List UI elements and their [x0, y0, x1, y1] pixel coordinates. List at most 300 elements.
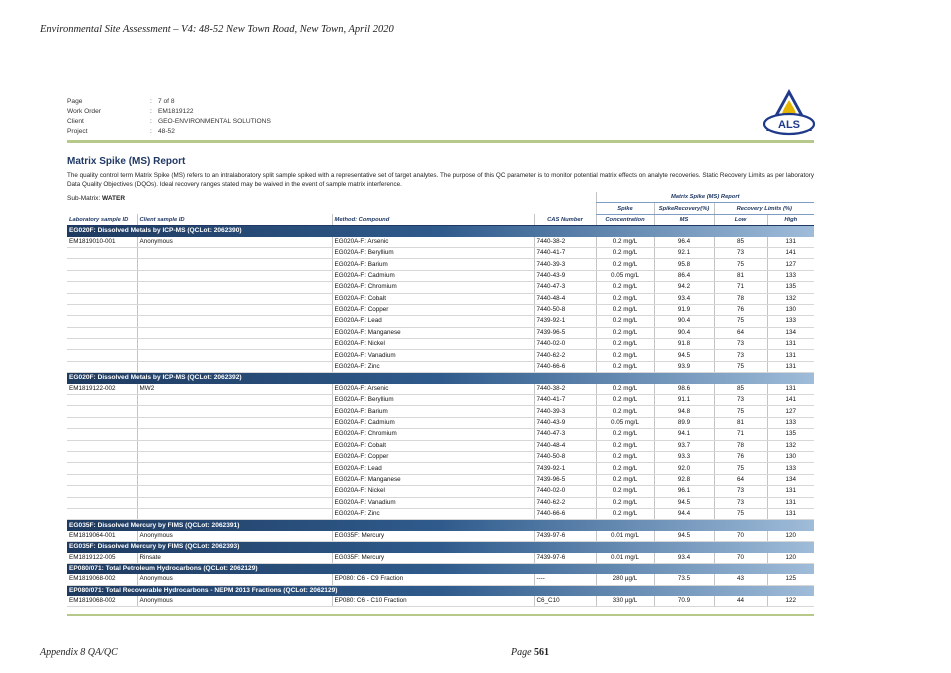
ms-recovery: 70.9	[654, 596, 714, 607]
spike-concentration: 0.2 mg/L	[596, 497, 654, 508]
table-row	[67, 237, 814, 248]
spike-concentration: 0.2 mg/L	[596, 304, 654, 315]
meta-label: Page	[67, 98, 83, 105]
recovery-header: SpikeRecovery(%)	[654, 203, 714, 214]
client-sample-id: Anonymous	[137, 596, 332, 607]
spike-concentration: 0.2 mg/L	[596, 247, 654, 258]
limit-low: 64	[714, 327, 767, 338]
client-sample-id	[137, 429, 332, 440]
col-header-low: Low	[714, 214, 767, 225]
method-compound: EG035F: Mercury	[332, 553, 534, 564]
lab-sample-id	[67, 486, 137, 497]
lab-sample-id: EM1819064-001	[67, 531, 137, 542]
footer-page-prefix: Page	[511, 647, 532, 658]
lab-sample-id	[67, 429, 137, 440]
lab-sample-id	[67, 339, 137, 350]
lab-sample-id: EM1819122-002	[67, 384, 137, 395]
spike-concentration: 0.2 mg/L	[596, 316, 654, 327]
client-sample-id: Rinsate	[137, 553, 332, 564]
group-title: EP080/071: Total Petroleum Hydrocarbons (QCLot: 2062129)	[67, 563, 814, 574]
method-compound: EG020A-F: Manganese	[332, 474, 534, 485]
client-sample-id	[137, 293, 332, 304]
client-sample-id	[137, 395, 332, 406]
limit-low: 43	[714, 574, 767, 585]
matrix-spike-table	[67, 192, 814, 607]
group-header-row	[67, 542, 814, 553]
limit-high: 135	[767, 282, 814, 293]
method-compound: EP080: C6 - C9 Fraction	[332, 574, 534, 585]
limit-low: 44	[714, 596, 767, 607]
col-header-lab-id: Laboratory sample ID	[67, 214, 137, 225]
ms-recovery: 94.4	[654, 508, 714, 519]
table-row	[67, 451, 814, 462]
client-sample-id	[137, 350, 332, 361]
group-header-row	[67, 520, 814, 531]
table-row	[67, 282, 814, 293]
table-sub-header-row	[67, 203, 814, 214]
limit-high: 133	[767, 463, 814, 474]
meta-separator: :	[150, 108, 152, 115]
col-header-concentration: Concentration	[596, 214, 654, 225]
cas-number: 7440-02-0	[534, 486, 596, 497]
spike-concentration: 0.2 mg/L	[596, 486, 654, 497]
limit-high: 131	[767, 237, 814, 248]
lab-sample-id	[67, 304, 137, 315]
ms-recovery: 91.8	[654, 339, 714, 350]
method-compound: EG020A-F: Barium	[332, 406, 534, 417]
report-title: Matrix Spike (MS) Report	[67, 156, 186, 167]
ms-recovery: 86.4	[654, 270, 714, 281]
limit-high: 131	[767, 508, 814, 519]
col-header-cas: CAS Number	[534, 214, 596, 225]
limit-low: 70	[714, 531, 767, 542]
cas-number: ----	[534, 574, 596, 585]
table-row	[67, 486, 814, 497]
ms-recovery: 93.9	[654, 361, 714, 372]
group-title: EG020F: Dissolved Metals by ICP-MS (QCLot: 2062392)	[67, 373, 814, 384]
limit-low: 75	[714, 406, 767, 417]
ms-recovery: 96.4	[654, 237, 714, 248]
meta-separator: :	[150, 98, 152, 105]
lab-sample-id	[67, 463, 137, 474]
cas-number: 7440-39-3	[534, 406, 596, 417]
limit-high: 132	[767, 440, 814, 451]
spike-concentration: 0.2 mg/L	[596, 237, 654, 248]
limit-low: 85	[714, 384, 767, 395]
spike-concentration: 0.2 mg/L	[596, 259, 654, 270]
cas-number: 7440-47-3	[534, 282, 596, 293]
cas-number: 7439-97-6	[534, 553, 596, 564]
table-super-header: Matrix Spike (MS) Report	[596, 192, 814, 203]
lab-sample-id	[67, 395, 137, 406]
spike-concentration: 0.2 mg/L	[596, 282, 654, 293]
client-sample-id	[137, 508, 332, 519]
sub-matrix-value: WATER	[102, 195, 126, 202]
group-header-row	[67, 226, 814, 237]
lab-sample-id	[67, 247, 137, 258]
spike-concentration: 0.2 mg/L	[596, 361, 654, 372]
lab-sample-id	[67, 440, 137, 451]
group-title: EP080/071: Total Recoverable Hydrocarbons - NEPM 2013 Fractions (QCLot: 2062129)	[67, 585, 814, 596]
method-compound: EG020A-F: Manganese	[332, 327, 534, 338]
table-row	[67, 384, 814, 395]
method-compound: EG020A-F: Barium	[332, 259, 534, 270]
method-compound: EG020A-F: Vanadium	[332, 497, 534, 508]
lab-sample-id: EM1819122-005	[67, 553, 137, 564]
limit-low: 78	[714, 440, 767, 451]
ms-recovery: 90.4	[654, 316, 714, 327]
cas-number: 7439-96-5	[534, 474, 596, 485]
ms-recovery: 94.5	[654, 497, 714, 508]
spike-concentration: 0.2 mg/L	[596, 451, 654, 462]
group-header-row	[67, 563, 814, 574]
ms-recovery: 93.4	[654, 293, 714, 304]
spike-concentration: 0.01 mg/L	[596, 531, 654, 542]
limit-low: 73	[714, 395, 767, 406]
table-row	[67, 463, 814, 474]
limit-high: 133	[767, 270, 814, 281]
meta-value: EM1819122	[158, 108, 194, 115]
meta-label: Project	[67, 128, 88, 135]
cas-number: 7440-66-6	[534, 361, 596, 372]
table-row	[67, 474, 814, 485]
meta-value: 7 of 8	[158, 98, 175, 105]
method-compound: EG020A-F: Nickel	[332, 486, 534, 497]
limit-high: 131	[767, 361, 814, 372]
limit-high: 134	[767, 474, 814, 485]
spike-concentration: 0.2 mg/L	[596, 384, 654, 395]
group-title: EG035F: Dissolved Mercury by FIMS (QCLot: 2062391)	[67, 520, 814, 531]
cas-number: 7440-66-6	[534, 508, 596, 519]
limit-high: 127	[767, 406, 814, 417]
lab-sample-id: EM1819068-002	[67, 574, 137, 585]
limit-low: 75	[714, 463, 767, 474]
lab-sample-id	[67, 508, 137, 519]
spike-concentration: 0.2 mg/L	[596, 327, 654, 338]
spike-header: Spike	[596, 203, 654, 214]
table-super-header-row	[67, 192, 814, 203]
limit-high: 131	[767, 350, 814, 361]
client-sample-id: Anonymous	[137, 237, 332, 248]
limit-low: 73	[714, 350, 767, 361]
client-sample-id	[137, 304, 332, 315]
limit-low: 78	[714, 293, 767, 304]
spike-concentration: 330 µg/L	[596, 596, 654, 607]
method-compound: EG020A-F: Arsenic	[332, 384, 534, 395]
table-row	[67, 247, 814, 258]
limit-low: 73	[714, 497, 767, 508]
ms-recovery: 94.2	[654, 282, 714, 293]
sub-matrix-label: Sub-Matrix:	[67, 195, 101, 202]
meta-row-client	[67, 117, 271, 127]
ms-recovery: 92.0	[654, 463, 714, 474]
client-sample-id	[137, 497, 332, 508]
lab-sample-id	[67, 270, 137, 281]
table-row	[67, 350, 814, 361]
meta-label: Client	[67, 118, 84, 125]
cas-number: 7439-97-6	[534, 531, 596, 542]
col-header-client-id: Client sample ID	[137, 214, 332, 225]
table-row	[67, 440, 814, 451]
lab-sample-id	[67, 417, 137, 428]
table-row	[67, 531, 814, 542]
table-row	[67, 339, 814, 350]
limit-low: 71	[714, 282, 767, 293]
meta-value: 48-52	[158, 128, 175, 135]
table-row	[67, 417, 814, 428]
table-row	[67, 596, 814, 607]
limit-high: 134	[767, 327, 814, 338]
table-row	[67, 574, 814, 585]
ms-recovery: 93.4	[654, 553, 714, 564]
lab-sample-id	[67, 451, 137, 462]
lab-sample-id	[67, 316, 137, 327]
col-header-ms: MS	[654, 214, 714, 225]
limit-low: 75	[714, 259, 767, 270]
logo-text: ALS	[778, 119, 800, 131]
lab-sample-id	[67, 293, 137, 304]
ms-recovery: 94.5	[654, 350, 714, 361]
limit-low: 70	[714, 553, 767, 564]
cas-number: 7440-47-3	[534, 429, 596, 440]
lab-sample-id: EM1819068-002	[67, 596, 137, 607]
spike-concentration: 0.2 mg/L	[596, 440, 654, 451]
client-sample-id	[137, 451, 332, 462]
spike-concentration: 0.01 mg/L	[596, 553, 654, 564]
method-compound: EG020A-F: Zinc	[332, 361, 534, 372]
limit-high: 131	[767, 497, 814, 508]
client-sample-id: Anonymous	[137, 531, 332, 542]
limit-low: 76	[714, 304, 767, 315]
limit-low: 75	[714, 508, 767, 519]
spike-concentration: 0.2 mg/L	[596, 508, 654, 519]
client-sample-id	[137, 486, 332, 497]
meta-row-work-order	[67, 107, 271, 117]
ms-recovery: 89.9	[654, 417, 714, 428]
ms-recovery: 98.6	[654, 384, 714, 395]
method-compound: EG020A-F: Copper	[332, 451, 534, 462]
table-column-header-row	[67, 214, 814, 225]
spike-concentration: 0.2 mg/L	[596, 429, 654, 440]
limit-low: 76	[714, 451, 767, 462]
method-compound: EG020A-F: Lead	[332, 316, 534, 327]
ms-recovery: 93.3	[654, 451, 714, 462]
method-compound: EG020A-F: Chromium	[332, 282, 534, 293]
table-row	[67, 497, 814, 508]
spike-concentration: 0.2 mg/L	[596, 395, 654, 406]
table-row	[67, 429, 814, 440]
limits-header: Recovery Limits (%)	[714, 203, 814, 214]
limit-high: 141	[767, 247, 814, 258]
report-meta	[67, 97, 271, 137]
limit-low: 73	[714, 247, 767, 258]
spike-concentration: 0.2 mg/L	[596, 339, 654, 350]
method-compound: EG020A-F: Copper	[332, 304, 534, 315]
client-sample-id	[137, 406, 332, 417]
limit-high: 127	[767, 259, 814, 270]
lab-sample-id	[67, 474, 137, 485]
limit-high: 120	[767, 553, 814, 564]
group-header-row	[67, 373, 814, 384]
ms-recovery: 91.1	[654, 395, 714, 406]
meta-row-page	[67, 97, 271, 107]
client-sample-id	[137, 339, 332, 350]
table-row	[67, 316, 814, 327]
limit-low: 73	[714, 486, 767, 497]
lab-sample-id	[67, 497, 137, 508]
client-sample-id	[137, 474, 332, 485]
document-header: Environmental Site Assessment – V4: 48-52 New Town Road, New Town, April 2020	[40, 24, 394, 35]
footer-appendix: Appendix 8 QA/QC	[40, 647, 118, 658]
ms-recovery: 93.7	[654, 440, 714, 451]
cas-number: C6_C10	[534, 596, 596, 607]
ms-recovery: 90.4	[654, 327, 714, 338]
limit-high: 135	[767, 429, 814, 440]
limit-high: 131	[767, 339, 814, 350]
group-title: EG035F: Dissolved Mercury by FIMS (QCLot: 2062393)	[67, 542, 814, 553]
ms-recovery: 73.5	[654, 574, 714, 585]
footer-page	[511, 647, 549, 658]
limit-low: 73	[714, 339, 767, 350]
method-compound: EG020A-F: Zinc	[332, 508, 534, 519]
table-row	[67, 361, 814, 372]
spike-concentration: 0.2 mg/L	[596, 474, 654, 485]
cas-number: 7440-02-0	[534, 339, 596, 350]
lab-sample-id	[67, 361, 137, 372]
ms-recovery: 95.8	[654, 259, 714, 270]
client-sample-id: MW2	[137, 384, 332, 395]
meta-row-project	[67, 127, 271, 137]
limit-high: 132	[767, 293, 814, 304]
spike-concentration: 0.2 mg/L	[596, 293, 654, 304]
limit-high: 141	[767, 395, 814, 406]
method-compound: EG020A-F: Vanadium	[332, 350, 534, 361]
method-compound: EG035F: Mercury	[332, 531, 534, 542]
method-compound: EG020A-F: Cobalt	[332, 440, 534, 451]
table-row	[67, 304, 814, 315]
col-header-high: High	[767, 214, 814, 225]
method-compound: EG020A-F: Chromium	[332, 429, 534, 440]
client-sample-id	[137, 327, 332, 338]
ms-recovery: 94.5	[654, 531, 714, 542]
cas-number: 7440-43-9	[534, 270, 596, 281]
limit-high: 122	[767, 596, 814, 607]
client-sample-id	[137, 440, 332, 451]
method-compound: EG020A-F: Nickel	[332, 339, 534, 350]
spike-concentration: 0.05 mg/L	[596, 270, 654, 281]
limit-high: 130	[767, 451, 814, 462]
method-compound: EG020A-F: Cadmium	[332, 270, 534, 281]
limit-low: 81	[714, 270, 767, 281]
ms-recovery: 92.1	[654, 247, 714, 258]
cas-number: 7439-96-5	[534, 327, 596, 338]
limit-high: 133	[767, 316, 814, 327]
limit-low: 85	[714, 237, 767, 248]
method-compound: EG020A-F: Beryllium	[332, 395, 534, 406]
footer-page-number: 561	[534, 647, 550, 658]
limit-low: 71	[714, 429, 767, 440]
cas-number: 7440-41-7	[534, 247, 596, 258]
lab-sample-id	[67, 350, 137, 361]
header-rule	[67, 140, 814, 143]
client-sample-id	[137, 270, 332, 281]
meta-label: Work Order	[67, 108, 101, 115]
table-row	[67, 508, 814, 519]
ms-recovery: 94.8	[654, 406, 714, 417]
limit-high: 120	[767, 531, 814, 542]
cas-number: 7440-38-2	[534, 237, 596, 248]
cas-number: 7440-62-2	[534, 497, 596, 508]
client-sample-id: Anonymous	[137, 574, 332, 585]
ms-recovery: 94.1	[654, 429, 714, 440]
limit-high: 133	[767, 417, 814, 428]
footer-rule	[67, 614, 814, 616]
lab-sample-id	[67, 282, 137, 293]
limit-high: 131	[767, 384, 814, 395]
client-sample-id	[137, 259, 332, 270]
cas-number: 7439-92-1	[534, 463, 596, 474]
meta-value: GEO-ENVIRONMENTAL SOLUTIONS	[158, 118, 271, 125]
table-row	[67, 406, 814, 417]
method-compound: EP080: C6 - C10 Fraction	[332, 596, 534, 607]
limit-low: 75	[714, 361, 767, 372]
spike-concentration: 0.2 mg/L	[596, 350, 654, 361]
ms-recovery: 96.1	[654, 486, 714, 497]
als-logo	[763, 87, 815, 137]
group-title: EG020F: Dissolved Metals by ICP-MS (QCLot: 2062390)	[67, 226, 814, 237]
col-header-method: Method: Compound	[332, 214, 534, 225]
limit-high: 130	[767, 304, 814, 315]
cas-number: 7440-48-4	[534, 293, 596, 304]
meta-separator: :	[150, 128, 152, 135]
method-compound: EG020A-F: Lead	[332, 463, 534, 474]
cas-number: 7439-92-1	[534, 316, 596, 327]
cas-number: 7440-50-8	[534, 304, 596, 315]
table-row	[67, 259, 814, 270]
client-sample-id	[137, 247, 332, 258]
report-intro: The quality control term Matrix Spike (MS) refers to an intralaboratory split sample spiked with a representative set of target analytes. The purpose of this QC parameter is to monitor potential matrix effects on analyte recoveries. Static Recovery Limits as per laboratory Data Quality Objectives (DQOs). Ideal recovery ranges stated may be waived in the event of sample matrix interference.	[67, 172, 814, 189]
table-row	[67, 395, 814, 406]
lab-sample-id	[67, 406, 137, 417]
lab-sample-id: EM1819010-001	[67, 237, 137, 248]
meta-separator: :	[150, 118, 152, 125]
limit-low: 64	[714, 474, 767, 485]
spike-concentration: 0.2 mg/L	[596, 463, 654, 474]
spike-concentration: 280 µg/L	[596, 574, 654, 585]
table-row	[67, 270, 814, 281]
ms-recovery: 91.9	[654, 304, 714, 315]
cas-number: 7440-38-2	[534, 384, 596, 395]
group-header-row	[67, 585, 814, 596]
limit-low: 81	[714, 417, 767, 428]
client-sample-id	[137, 417, 332, 428]
cas-number: 7440-43-9	[534, 417, 596, 428]
ms-recovery: 92.8	[654, 474, 714, 485]
table-body	[67, 226, 814, 607]
cas-number: 7440-50-8	[534, 451, 596, 462]
cas-number: 7440-62-2	[534, 350, 596, 361]
cas-number: 7440-48-4	[534, 440, 596, 451]
limit-high: 131	[767, 486, 814, 497]
table-row	[67, 553, 814, 564]
cas-number: 7440-41-7	[534, 395, 596, 406]
lab-sample-id	[67, 327, 137, 338]
spike-concentration: 0.05 mg/L	[596, 417, 654, 428]
method-compound: EG020A-F: Cadmium	[332, 417, 534, 428]
method-compound: EG020A-F: Beryllium	[332, 247, 534, 258]
method-compound: EG020A-F: Arsenic	[332, 237, 534, 248]
client-sample-id	[137, 463, 332, 474]
